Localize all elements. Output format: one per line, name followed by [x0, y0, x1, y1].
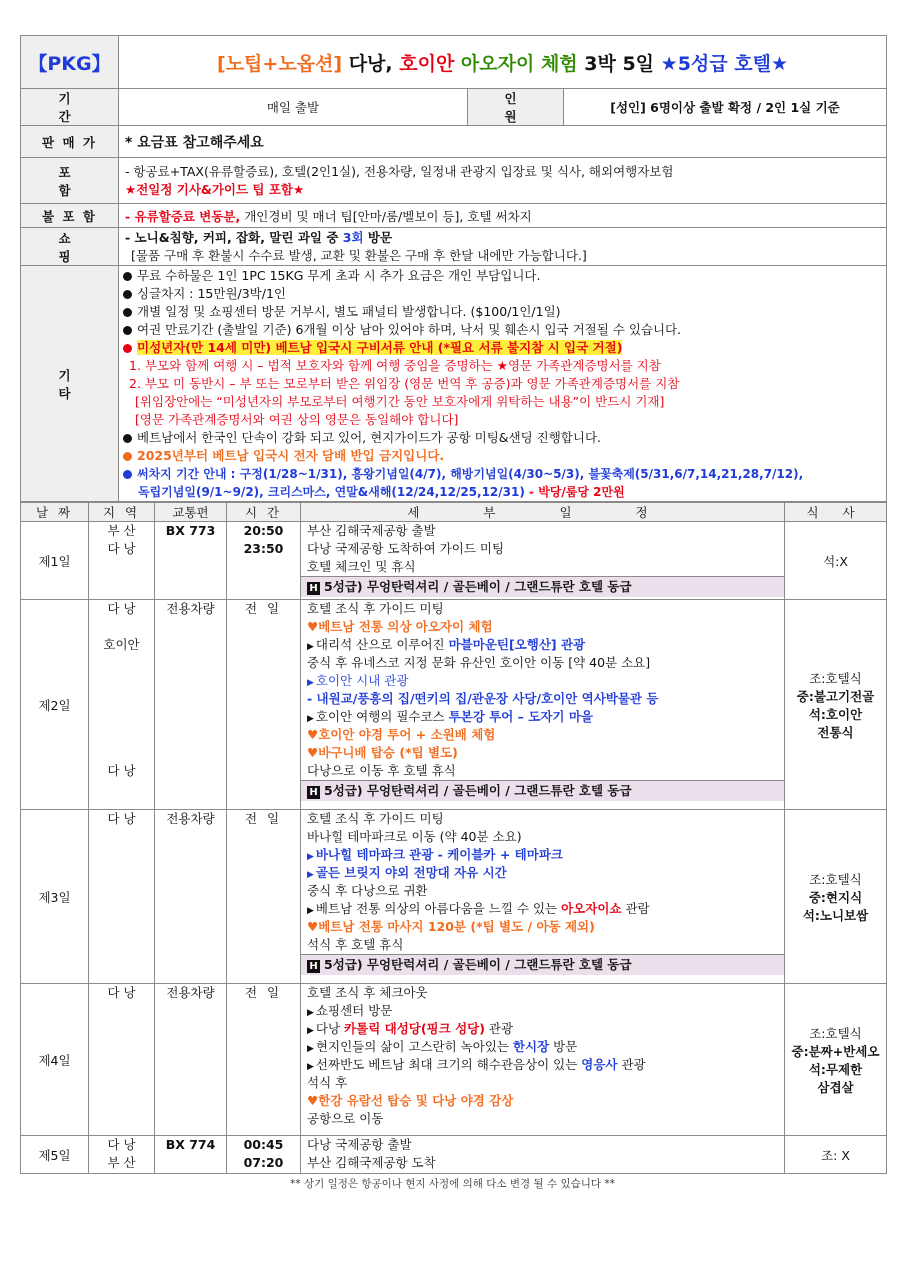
bullet-icon: [123, 434, 132, 443]
etc-line: 개별 일정 및 쇼핑센터 방문 거부시, 별도 패널티 발생합니다. ($100/1인/1일): [137, 303, 561, 319]
title-hotel: ★5성급 호텔★: [660, 52, 788, 75]
shopping-visit: 방문: [363, 229, 393, 245]
day1-region: [89, 522, 155, 600]
day5-time: [227, 1136, 301, 1174]
price-value: * 요금표 참고해주세요: [119, 126, 887, 158]
bullet-icon: [123, 344, 132, 353]
day1-time: [227, 522, 301, 600]
hotel-bar: [301, 576, 784, 597]
day5-region: [89, 1136, 155, 1174]
shopping-items: - 노니&침향, 커피, 잡화, 말린 과일 중: [125, 229, 343, 245]
day2-region: [89, 600, 155, 810]
detail-line: 선짜반도 베트남 최대 크기의 해수관음상이 있는: [315, 1057, 582, 1072]
title-hoian: 호이안: [399, 52, 455, 75]
etc-line: 무료 수하물은 1인 1PC 15KG 무게 초과 시 추가 요금은 개인 부담입니다.: [137, 267, 541, 283]
region-danang: 다 낭: [107, 541, 136, 556]
region-hoian: 호이안: [103, 637, 140, 652]
region-busan: 부 산: [107, 523, 136, 538]
minor-rule-1: 1. 부모와 함께 여행 시 – 법적 보호자와 함께 여행 중임을 증명하는: [129, 357, 497, 373]
day2-meal: [785, 600, 887, 810]
hotel-icon: H: [307, 786, 320, 799]
meal-dinner-detail: 전통식: [817, 724, 854, 740]
col-time: 시 간: [227, 503, 301, 522]
day5-transport: BX 774: [155, 1136, 227, 1174]
triangle-icon: ▶: [307, 714, 314, 724]
meal-breakfast: 조:호텔식: [809, 1025, 862, 1041]
pkg-label: [21, 36, 119, 89]
surcharge-dates: 독립기념일(9/1~9/2), 크리스마스, 연말&새해(12/24,12/25,12/31): [138, 484, 525, 499]
pax-value: [성인] 6명이상 출발 확정 / 2인 1실 기준: [564, 89, 887, 126]
ecig-notice: 2025년부터 베트남 입국시 전자 담배 반입 금지입니다.: [137, 447, 445, 463]
page-title: [119, 36, 887, 89]
golden-bridge: 골든 브릿지 야외 전망대 자유 시간: [315, 865, 507, 880]
basket-boat: ♥바구니배 탑승 (*팁 별도): [307, 745, 458, 760]
triangle-icon: ▶: [307, 1062, 314, 1072]
hoian-sights: - 내원교/풍흥의 집/떤키의 집/관운장 사당/호이안 역사박물관 등: [307, 691, 659, 706]
bullet-icon: [123, 326, 132, 335]
detail-line: 다낭 국제공항 출발: [307, 1137, 412, 1152]
triangle-icon: ▶: [307, 1044, 314, 1054]
detail-line: 관광: [484, 1021, 514, 1036]
etc-line: 여권 만료기간 (출발일 기준) 6개월 이상 남아 있어야 하며, 낙서 및 훼손시 입국 거절될 수 있습니다.: [137, 321, 682, 337]
pax-label: 인 원: [468, 89, 564, 126]
detail-line: 방문: [549, 1039, 578, 1054]
bullet-icon: [123, 452, 132, 461]
shopping-visit-line: 쇼핑센터 방문: [315, 1003, 393, 1018]
meal-lunch: 중:불고기전골: [796, 688, 875, 704]
meal-lunch: 중:현지식: [808, 889, 863, 905]
pkg-text: 【PKG】: [28, 52, 111, 75]
etc-cell: [119, 266, 887, 502]
meal-dinner-detail: 삼겹살: [817, 1079, 854, 1095]
exclude-label: 불 포 함: [21, 204, 119, 228]
day3-detail: [301, 810, 785, 984]
price-label: 판 매 가: [21, 126, 119, 158]
detail-line: 석식 후: [307, 1075, 348, 1090]
day4-transport: 전용차량: [155, 984, 227, 1136]
period-value: 매일 출발: [119, 89, 468, 126]
minor-rule-3: [위임장안에는 “미성년자의 부모로부터 여행기간 동안 보호자에게 위탁하는 내용”이 반드시 기재]: [135, 393, 665, 409]
detail-line: 호이안 여행의 필수코스: [315, 709, 449, 724]
massage: ♥베트남 전통 마사지 120분 (*팁 별도 / 아동 제외): [307, 919, 595, 934]
detail-line: 관광: [617, 1057, 646, 1072]
detail-line: 호텔 체크인 및 휴식: [307, 559, 416, 574]
day5-meal: 조: X: [785, 1136, 887, 1174]
meal-breakfast: 조:호텔식: [809, 871, 862, 887]
bullet-icon: [123, 308, 132, 317]
minor-rule-4: [영문 가족관계증명서와 여권 상의 영문은 동일해야 합니다]: [135, 411, 459, 427]
footer-note: ** 상기 일정은 항공이나 현지 사정에 의해 다소 변경 될 수 있습니다 **: [290, 1178, 615, 1190]
meal-dinner: 석:무제한: [808, 1061, 863, 1077]
col-detail: 세 부 일 정: [301, 503, 785, 522]
day2-time: 전 일: [227, 600, 301, 810]
day4-detail: [301, 984, 785, 1136]
day3-label: 제3일: [21, 810, 89, 984]
detail-line: 호텔 조식 후 가이드 미팅: [307, 601, 444, 616]
star-icon: ★: [496, 357, 508, 373]
hotel-icon: H: [307, 960, 320, 973]
detail-line: 다낭으로 이동 후 호텔 휴식: [307, 763, 456, 778]
hotel-bar: [301, 954, 784, 975]
detail-line: 부산 김해국제공항 도착: [307, 1155, 436, 1170]
bullet-icon: [123, 470, 132, 479]
aodai-experience: ♥베트남 전통 의상 아오자이 체험: [307, 619, 493, 634]
hotel-icon: H: [307, 582, 320, 595]
col-day: 날 짜: [21, 503, 89, 522]
bullet-icon: [123, 290, 132, 299]
time-arrive: 07:20: [243, 1155, 284, 1170]
detail-line: 중식 후 유네스코 지정 문화 유산인 호이안 이동 [약 40분 소요]: [307, 655, 651, 670]
detail-line: 공항으로 이동: [307, 1111, 384, 1126]
minor-rule-1-doc: 영문 가족관계증명서를 지참: [507, 357, 661, 373]
time-depart: 00:45: [243, 1137, 284, 1152]
meal-breakfast: 조:호텔식: [809, 670, 862, 686]
hotel-bar: [301, 780, 784, 801]
hotel-text: 5성급) 무엉탄럭셔리 / 골든베이 / 그랜드튜란 호텔 동급: [324, 957, 632, 972]
region-danang: 다 낭: [107, 1137, 136, 1152]
day1-transport: BX 773: [155, 522, 227, 600]
minor-notice: 미성년자(만 14세 미만) 베트남 입국시 구비서류 안내 (*필요 서류 불지참 시 입국 거절): [137, 339, 623, 355]
detail-line: 중식 후 다낭으로 귀환: [307, 883, 428, 898]
period-label: 기 간: [21, 89, 119, 126]
include-line: - 항공료+TAX(유류할증료), 호텔(2인1실), 전용차량, 일정내 관광지 입장료 및 식사, 해외여행자보험: [125, 163, 674, 179]
marble-mountain: 마블마운틴[오행산] 관광: [448, 637, 586, 652]
col-meal: 식 사: [785, 503, 887, 522]
title-danang: 다낭,: [342, 52, 400, 75]
shopping-refund-note: [물품 구매 후 환불시 수수료 발생, 교환 및 환불은 구매 후 한달 내에만 가능합니다.]: [131, 247, 587, 263]
crackdown-notice: 베트남에서 한국인 단속이 강화 되고 있어, 현지가이드가 공항 미팅&샌딩 진행합니다.: [137, 429, 602, 445]
meal-lunch: 중:분짜+반세오: [791, 1043, 880, 1059]
region-danang: 다 낭: [107, 763, 136, 778]
title-aodai: 아오자이 체험: [454, 52, 578, 75]
region-busan: 부 산: [107, 1155, 136, 1170]
bullet-icon: [123, 272, 132, 281]
day4-time: 전 일: [227, 984, 301, 1136]
region-danang: 다 낭: [107, 601, 136, 616]
triangle-icon: ▶: [307, 1026, 314, 1036]
aodai-show: 아오자이쇼: [561, 901, 622, 916]
title-nights: 3박 5일: [577, 52, 661, 75]
detail-line: 부산 김해국제공항 출발: [307, 523, 436, 538]
day3-meal: [785, 810, 887, 984]
include-cell: [119, 158, 887, 204]
minor-rule-2: 2. 부모 미 동반시 – 부 또는 모로부터 받은 위임장 (영문 번역 후 공증)과 영문 가족관계증명서를 지참: [129, 375, 680, 391]
package-info-table: [20, 35, 887, 502]
detail-line: 다낭 국제공항 도착하여 가이드 미팅: [307, 541, 505, 556]
detail-line: 호텔 조식 후 체크아웃: [307, 985, 428, 1000]
day1-label: 제1일: [21, 522, 89, 600]
triangle-icon: ▶: [307, 642, 314, 652]
time-depart: 20:50: [243, 523, 284, 538]
hotel-text: 5성급) 무엉탄럭셔리 / 골든베이 / 그랜드튜란 호텔 동급: [324, 579, 632, 594]
day5-label: 제5일: [21, 1136, 89, 1174]
day5-detail: [301, 1136, 785, 1174]
day2-detail: [301, 600, 785, 810]
linh-ung-pagoda: 영응사: [581, 1057, 618, 1072]
day2-label: 제2일: [21, 600, 89, 810]
pink-cathedral: 카톨릭 대성당(핑크 성당): [344, 1021, 485, 1036]
surcharge-notice: 써차지 기간 안내 : 구정(1/28~1/31), 흥왕기념일(4/7), 해방기념일(4/30~5/3), 불꽃축제(5/31,6/7,14,21,28,7/12),: [137, 466, 804, 481]
detail-line: 대리석 산으로 이루어진: [315, 637, 449, 652]
detail-line: 바나힐 테마파크로 이동 (약 40분 소요): [307, 829, 522, 844]
day3-region: 다 낭: [89, 810, 155, 984]
surcharge-price: - 박당/룸당 2만원: [524, 484, 625, 499]
triangle-icon: ▶: [307, 852, 314, 862]
day2-transport: 전용차량: [155, 600, 227, 810]
title-notip: [노팁+노옵션]: [217, 52, 343, 75]
day4-meal: [785, 984, 887, 1136]
hoian-tour: 호이안 시내 관광: [315, 673, 409, 688]
banahill-tour: 바나힐 테마파크 관광 - 케이블카 + 테마파크: [315, 847, 563, 862]
day4-region: 다 낭: [89, 984, 155, 1136]
exclude-rest: 개인경비 및 매너 팁[안마/룸/벨보이 등], 호텔 써차지: [240, 208, 532, 224]
triangle-icon: ▶: [307, 906, 314, 916]
col-region: 지 역: [89, 503, 155, 522]
etc-label: 기 타: [21, 266, 119, 502]
include-label: 포 함: [21, 158, 119, 204]
meal-dinner: 석:노니보쌈: [802, 907, 869, 923]
detail-line: 호텔 조식 후 가이드 미팅: [307, 811, 444, 826]
detail-line: 석식 후 호텔 휴식: [307, 937, 404, 952]
detail-line: 다낭: [315, 1021, 345, 1036]
exclude-fuel: - 유류할증료 변동분,: [125, 208, 241, 224]
detail-line: 관람: [621, 901, 650, 916]
col-transport: 교통편: [155, 503, 227, 522]
itinerary-table: [20, 502, 887, 1174]
day4-label: 제4일: [21, 984, 89, 1136]
day3-transport: 전용차량: [155, 810, 227, 984]
hotel-text: 5성급) 무엉탄럭셔리 / 골든베이 / 그랜드튜란 호텔 동급: [324, 783, 632, 798]
shopping-count: 3회: [342, 229, 364, 245]
thubon-river: 투본강 투어 – 도자기 마을: [448, 709, 594, 724]
shopping-cell: [119, 228, 887, 266]
detail-line: 베트남 전통 의상의 아름다움을 느낄 수 있는: [315, 901, 562, 916]
day1-detail: [301, 522, 785, 600]
triangle-icon: ▶: [307, 870, 314, 880]
exclude-cell: [119, 204, 887, 228]
shopping-label: 쇼 핑: [21, 228, 119, 266]
triangle-icon: ▶: [307, 678, 314, 688]
etc-line: 싱글차지 : 15만원/3박/1인: [137, 285, 286, 301]
detail-line: 현지인들의 삶이 고스란히 녹아있는: [315, 1039, 513, 1054]
day1-meal: 석:X: [785, 522, 887, 600]
han-river-cruise: ♥한강 유람선 탑승 및 다낭 야경 감상: [307, 1093, 514, 1108]
triangle-icon: ▶: [307, 1008, 314, 1018]
han-market: 한시장: [512, 1039, 550, 1054]
time-arrive: 23:50: [243, 541, 284, 556]
meal-dinner: 석:호이안: [808, 706, 863, 722]
include-tip-line: ★전일정 기사&가이드 팁 포함★: [125, 181, 305, 197]
day3-time: 전 일: [227, 810, 301, 984]
night-tour: ♥호이안 야경 투어 + 소원배 체험: [307, 727, 496, 742]
